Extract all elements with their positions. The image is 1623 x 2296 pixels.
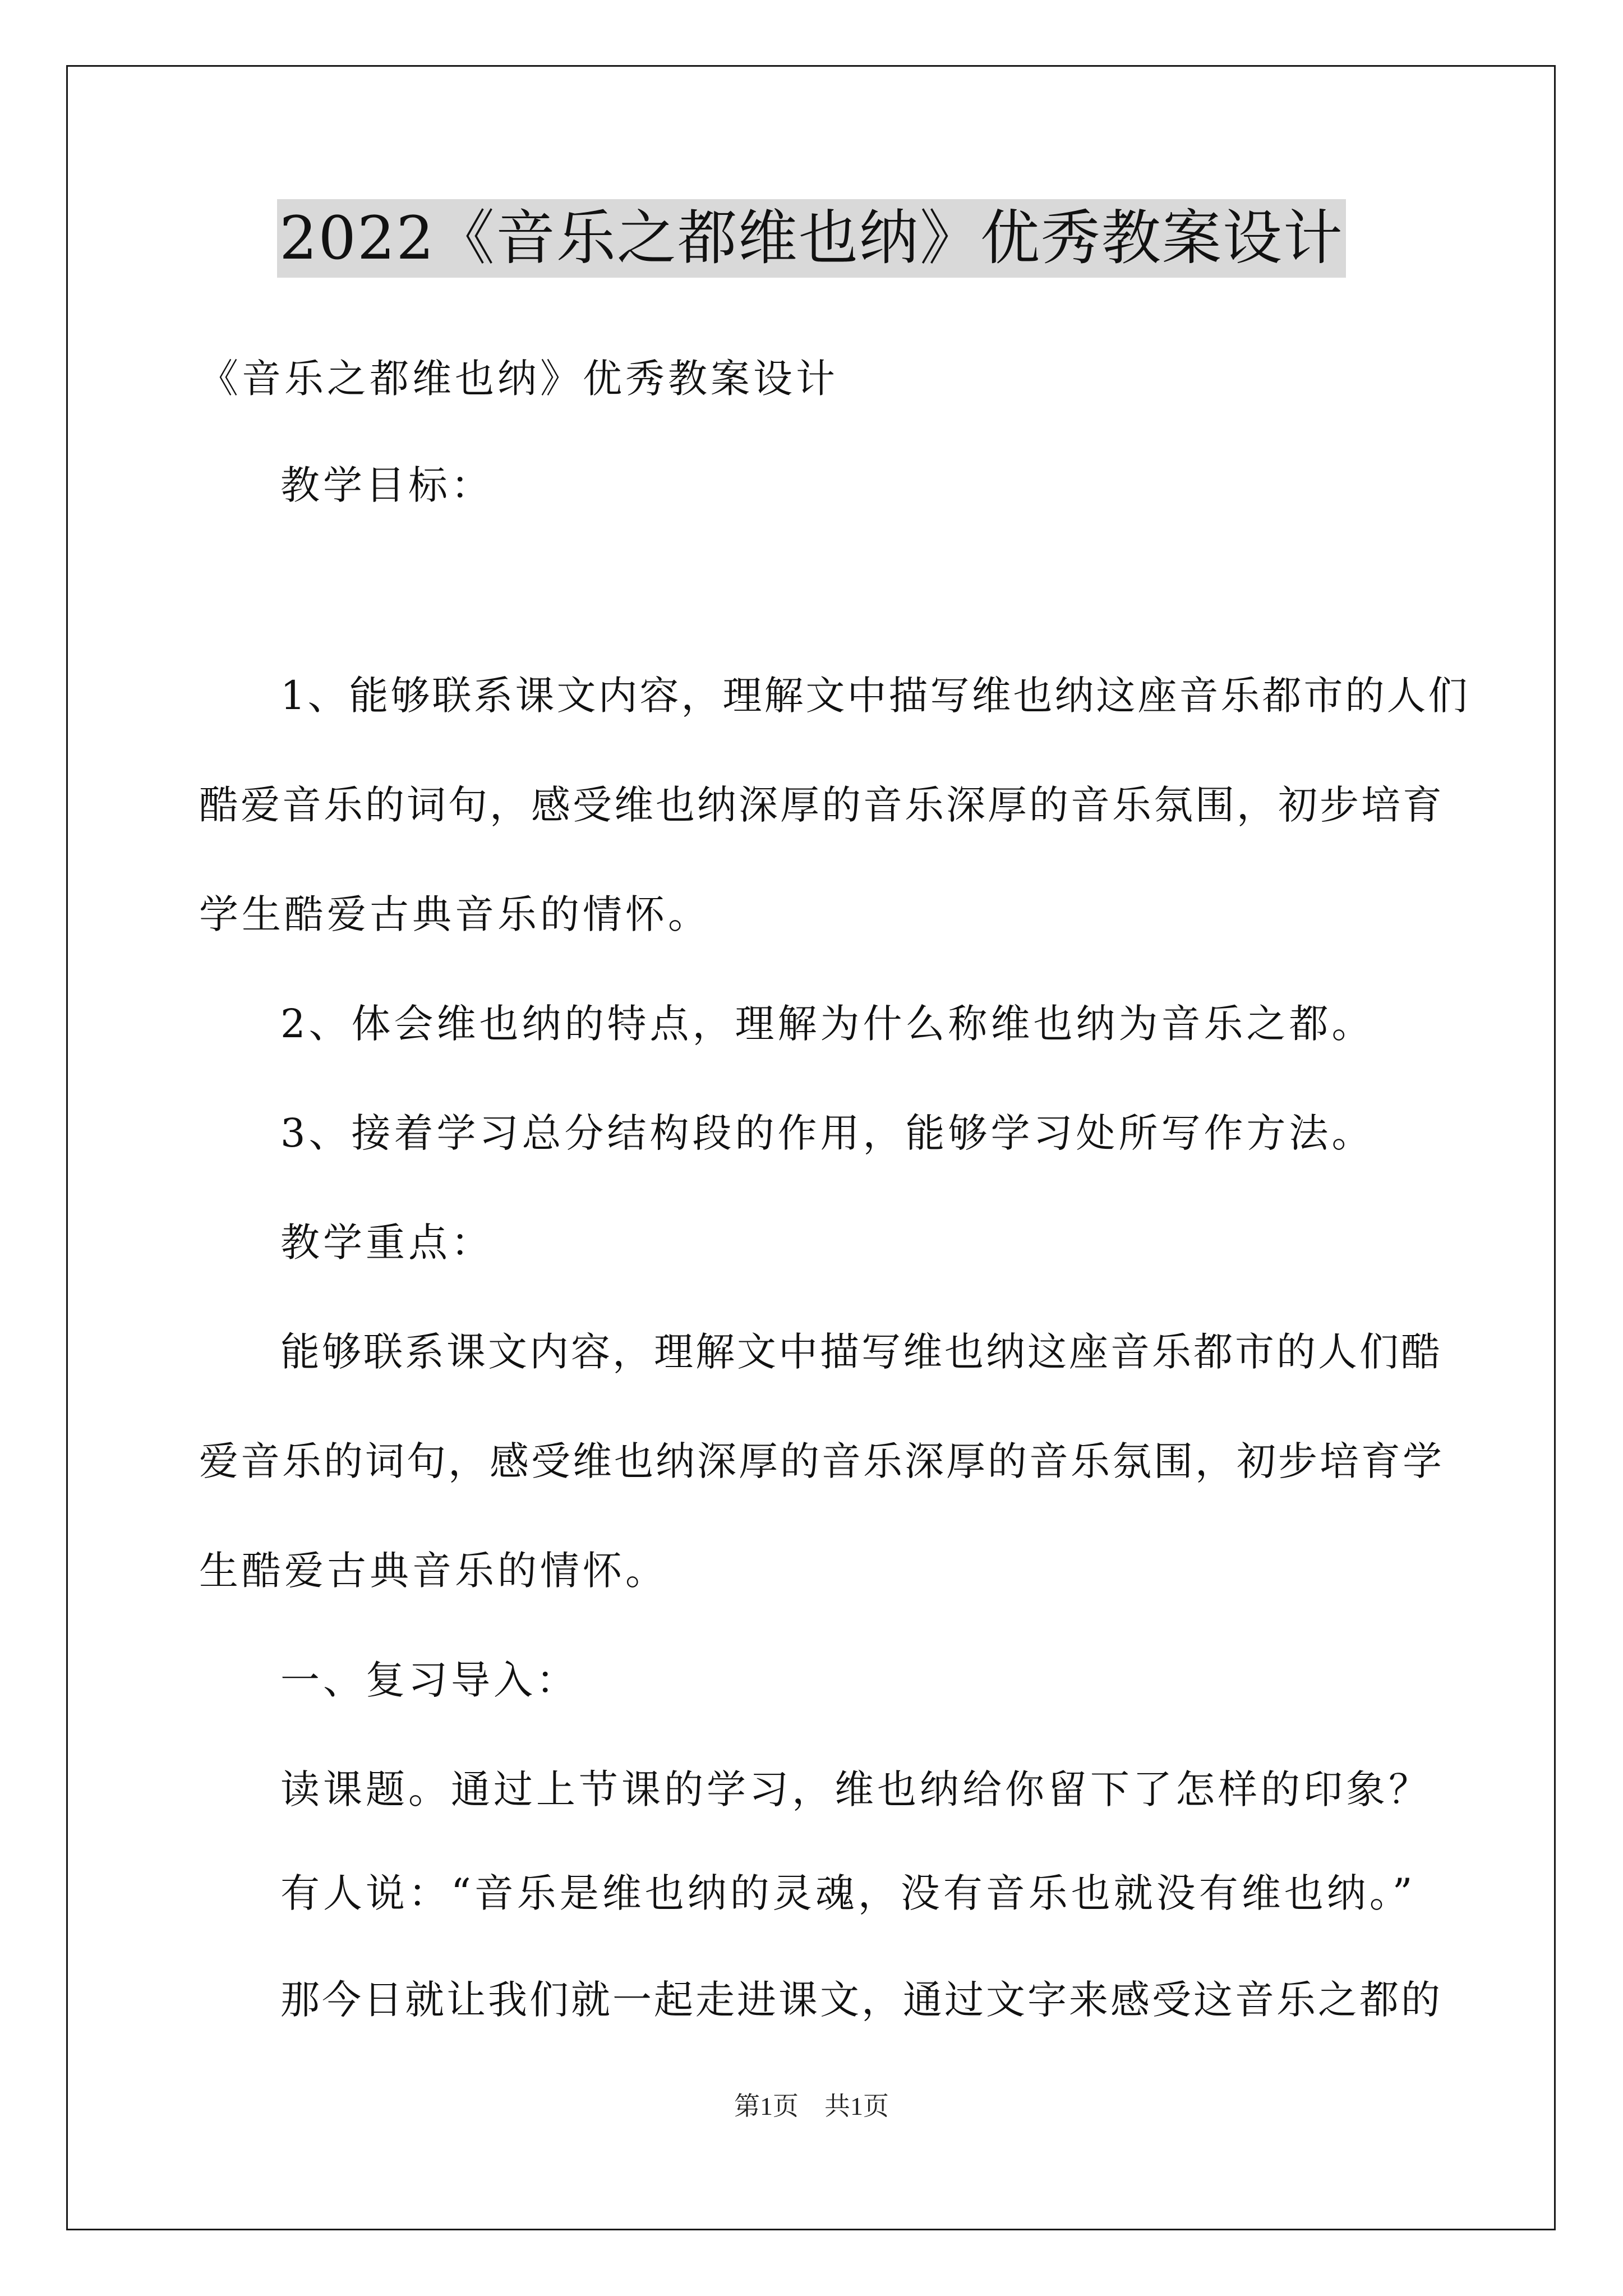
paragraph-line: 能够联系课文内容，理解文中描写维也纳这座音乐都市的人们酷 bbox=[280, 1329, 1442, 1375]
paragraph-line: 3、接着学习总分结构段的作用，能够学习处所写作方法。 bbox=[280, 1110, 1375, 1156]
section-heading-objectives: 教学目标： bbox=[280, 462, 494, 508]
paragraph-line: 酷爱音乐的词句，感受维也纳深厚的音乐深厚的音乐氛围，初步培育 bbox=[199, 782, 1444, 828]
paragraph-line: 有人说：“音乐是维也纳的灵魂，没有音乐也就没有维也纳。” bbox=[280, 1870, 1416, 1916]
title-container bbox=[0, 199, 1623, 278]
page-number-footer: 第1页 共1页 bbox=[734, 2092, 889, 2120]
paragraph-line: 1、能够联系课文内容，理解文中描写维也纳这座音乐都市的人们 bbox=[280, 673, 1470, 719]
paragraph-line: 爱音乐的词句，感受维也纳深厚的音乐深厚的音乐氛围，初步培育学 bbox=[199, 1438, 1444, 1484]
document-title: 2022《音乐之都维也纳》优秀教案设计 bbox=[277, 199, 1346, 278]
paragraph-line: 那今日就让我们就一起走进课文，通过文字来感受这音乐之都的 bbox=[280, 1977, 1442, 2023]
paragraph-line: 学生酷爱古典音乐的情怀。 bbox=[199, 891, 711, 937]
paragraph-line: 读课题。通过上节课的学习，维也纳给你留下了怎样的印象？ bbox=[280, 1766, 1431, 1812]
document-subtitle: 《音乐之都维也纳》优秀教案设计 bbox=[199, 356, 838, 402]
paragraph-line: 生酷爱古典音乐的情怀。 bbox=[199, 1548, 668, 1594]
section-heading-key-points: 教学重点： bbox=[280, 1220, 494, 1266]
paragraph-line: 2、体会维也纳的特点，理解为什么称维也纳为音乐之都。 bbox=[280, 1001, 1375, 1047]
section-heading-review: 一、复习导入： bbox=[280, 1657, 579, 1703]
